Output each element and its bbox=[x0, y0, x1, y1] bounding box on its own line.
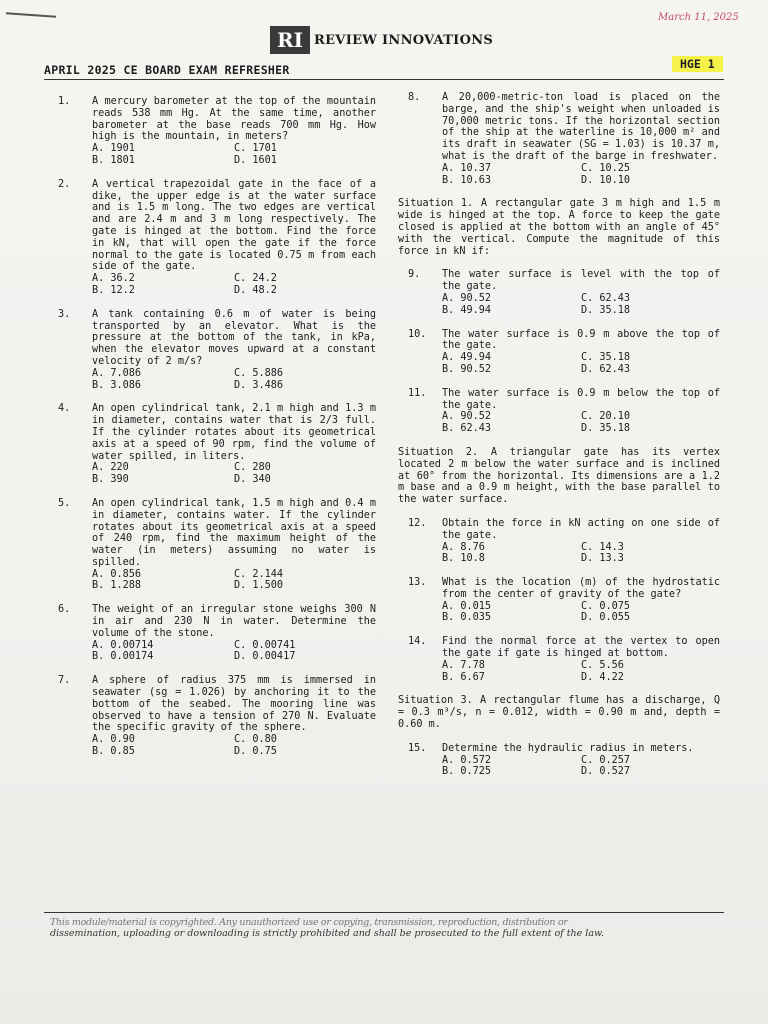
question-number: 5. bbox=[58, 497, 71, 509]
choice-b: B. 6.67 bbox=[442, 671, 485, 683]
question-9 bbox=[408, 269, 720, 316]
choice-d: D. 0.75 bbox=[234, 746, 277, 758]
question-number: 11. bbox=[408, 387, 427, 399]
question-7 bbox=[58, 675, 376, 758]
choice-b: B. 0.035 bbox=[442, 612, 492, 624]
choices bbox=[92, 462, 376, 486]
choice-d: D. 35.18 bbox=[581, 304, 631, 316]
question-stem: Find the normal force at the vertex to open the gate if gate is hinged at bottom. bbox=[442, 636, 720, 660]
question-number: 15. bbox=[408, 742, 427, 754]
choice-c: C. 10.25 bbox=[581, 162, 631, 174]
choices bbox=[442, 542, 720, 566]
choices bbox=[92, 640, 376, 664]
choices bbox=[442, 352, 720, 376]
choice-a: A. 7.78 bbox=[442, 659, 485, 671]
choice-d: D. 3.486 bbox=[234, 379, 284, 391]
header-divider bbox=[44, 79, 724, 80]
situation-3 bbox=[398, 695, 720, 730]
question-stem: Obtain the force in kN acting on one side of the gate. bbox=[442, 517, 720, 541]
choice-b: B. 1.288 bbox=[92, 580, 142, 592]
copyright-line-2: dissemination, uploading or downloading is strictly prohibited and shall be prosecuted to the full extent of the law. bbox=[50, 928, 605, 939]
question-stem: An open cylindrical tank, 2.1 m high and 1.3 m in diameter, contains water that is 2/3 full. If the cylinder rotates about its geometrical axis at a speed of 90 rpm, find the volume of water spilled, in liters. bbox=[92, 403, 376, 462]
choice-d: D. 62.43 bbox=[581, 363, 631, 375]
choice-c: C. 5.886 bbox=[234, 367, 284, 379]
situation-label: Situation 1. bbox=[398, 198, 474, 210]
choice-c: C. 0.80 bbox=[234, 734, 277, 746]
choice-c: C. 24.2 bbox=[234, 273, 277, 285]
choices bbox=[442, 163, 720, 187]
choice-b: B. 10.8 bbox=[442, 553, 485, 565]
handwritten-date: March 11, 2025 bbox=[658, 12, 739, 23]
situation-label: Situation 2. bbox=[398, 446, 479, 458]
question-13 bbox=[408, 577, 720, 624]
choice-a: A. 0.90 bbox=[92, 734, 135, 746]
question-stem: The water surface is 0.9 m below the top of the gate. bbox=[442, 387, 720, 411]
choices bbox=[92, 368, 376, 392]
choice-a: A. 220 bbox=[92, 462, 129, 474]
choice-b: B. 49.94 bbox=[442, 304, 492, 316]
question-1 bbox=[58, 96, 376, 167]
question-stem: An open cylindrical tank, 1.5 m high and 0.4 m in diameter, contains water. If the cylinder rotates about its geometrical axis at a speed of 240 rpm, find the maximum height of the water (in meters) assuming no water is spilled. bbox=[92, 497, 376, 568]
situation-text: A triangular gate has its vertex located 2 m below the water surface and is inclined at 60° from the horizontal. Its dimensions are a 1.2 m base and a 0.9 m height, with the base parallel to the water surface. bbox=[398, 446, 720, 506]
choice-c: C. 1701 bbox=[234, 143, 277, 155]
choice-a: A. 0.572 bbox=[442, 754, 492, 766]
choice-b: B. 0.00174 bbox=[92, 651, 154, 663]
question-stem: A mercury barometer at the top of the mountain reads 538 mm Hg. At the same time, another barometer at the base reads 700 mm Hg. How high is the mountain, in meters? bbox=[92, 96, 376, 143]
choice-b: B. 12.2 bbox=[92, 284, 135, 296]
question-number: 2. bbox=[58, 178, 71, 190]
choice-b: B. 10.63 bbox=[442, 174, 492, 186]
choice-b: B. 0.725 bbox=[442, 766, 492, 778]
choices bbox=[442, 293, 720, 317]
choices bbox=[92, 273, 376, 297]
question-number: 7. bbox=[58, 675, 71, 687]
question-stem: A tank containing 0.6 m of water is being transported by an elevator. What is the pressure at the bottom of the tank, in kPa, when the elevator moves upward at a constant velocity of 2 m/s? bbox=[92, 308, 376, 367]
question-2 bbox=[58, 179, 376, 297]
choices bbox=[442, 660, 720, 684]
choice-d: D. 10.10 bbox=[581, 174, 631, 186]
question-3 bbox=[58, 309, 376, 392]
logo bbox=[270, 26, 493, 54]
logo-text: REVIEW INNOVATIONS bbox=[314, 32, 494, 48]
question-stem: A vertical trapezoidal gate in the face of a dike, the upper edge is at the water surface and is 1.5 m long. The two edges are vertical and are 2.4 m and 3 m long respectively. The gate is hinged at the bottom. Find the force in kN, that will open the gate if the force normal to the gate is located 0.75 m from each side of the gate. bbox=[92, 178, 376, 273]
question-5 bbox=[58, 498, 376, 592]
choice-d: D. 0.00417 bbox=[234, 651, 296, 663]
question-15 bbox=[408, 743, 720, 778]
choice-c: C. 0.075 bbox=[581, 600, 631, 612]
choice-b: B. 1801 bbox=[92, 154, 135, 166]
choices bbox=[92, 734, 376, 758]
situation-2 bbox=[398, 447, 720, 506]
choice-a: A. 0.015 bbox=[442, 600, 492, 612]
choice-d: D. 340 bbox=[234, 474, 271, 486]
question-stem: The water surface is level with the top of the gate. bbox=[442, 269, 720, 293]
question-stem: The water surface is 0.9 m above the top of the gate. bbox=[442, 328, 720, 352]
choice-c: C. 280 bbox=[234, 462, 271, 474]
footer-divider bbox=[44, 912, 724, 913]
question-stem: The weight of an irregular stone weighs 300 N in air and 230 N in water. Determine the volume of the stone. bbox=[92, 604, 376, 639]
choice-d: D. 0.055 bbox=[581, 612, 631, 624]
choice-c: C. 62.43 bbox=[581, 292, 631, 304]
choice-a: A. 10.37 bbox=[442, 162, 492, 174]
question-8 bbox=[408, 92, 720, 186]
question-6 bbox=[58, 604, 376, 663]
page-title: APRIL 2025 CE BOARD EXAM REFRESHER bbox=[44, 63, 290, 77]
question-number: 13. bbox=[408, 577, 427, 589]
situation-text: A rectangular flume has a discharge, Q = 0.3 m³/s, n = 0.012, width = 0.90 m and, depth = 0.60 m. bbox=[398, 695, 720, 731]
choice-d: D. 48.2 bbox=[234, 284, 277, 296]
choice-b: B. 90.52 bbox=[442, 363, 492, 375]
logo-mark: RI bbox=[270, 26, 310, 54]
left-column bbox=[58, 96, 376, 770]
choices bbox=[442, 755, 720, 779]
choice-d: D. 0.527 bbox=[581, 766, 631, 778]
question-number: 8. bbox=[408, 92, 421, 103]
choice-a: A. 1901 bbox=[92, 143, 135, 155]
choice-c: C. 35.18 bbox=[581, 352, 631, 364]
choice-a: A. 8.76 bbox=[442, 541, 485, 553]
choice-a: A. 36.2 bbox=[92, 273, 135, 285]
choice-c: C. 2.144 bbox=[234, 568, 284, 580]
choice-d: D. 13.3 bbox=[581, 553, 624, 565]
choice-d: D. 1.500 bbox=[234, 580, 284, 592]
question-stem: A 20,000-metric-ton load is placed on the barge, and the ship's weight when unloaded is 70,000 metric tons. If the horizontal section of the ship at the waterline is 10,000 m² and its draft in seawater (SG = 1.03) is 10.37 m, what is the draft of the barge in freshwater. bbox=[442, 92, 720, 162]
choices bbox=[92, 143, 376, 167]
question-stem: Determine the hydraulic radius in meters. bbox=[442, 742, 694, 754]
choice-a: A. 49.94 bbox=[442, 352, 492, 364]
question-number: 1. bbox=[58, 96, 71, 107]
question-number: 10. bbox=[408, 328, 427, 340]
question-number: 3. bbox=[58, 308, 71, 320]
situation-1 bbox=[398, 198, 720, 257]
choice-c: C. 0.00741 bbox=[234, 639, 296, 651]
choices bbox=[442, 411, 720, 435]
choice-a: A. 0.856 bbox=[92, 568, 142, 580]
question-number: 9. bbox=[408, 269, 421, 281]
question-number: 4. bbox=[58, 403, 71, 415]
choices bbox=[92, 569, 376, 593]
question-12 bbox=[408, 518, 720, 565]
question-11 bbox=[408, 388, 720, 435]
choices bbox=[442, 601, 720, 625]
choice-a: A. 90.52 bbox=[442, 292, 492, 304]
copyright-notice bbox=[50, 917, 730, 939]
question-stem: What is the location (m) of the hydrostatic from the center of gravity of the gate? bbox=[442, 577, 720, 600]
choice-a: A. 90.52 bbox=[442, 411, 492, 423]
subject-badge: HGE 1 bbox=[672, 56, 723, 72]
question-number: 6. bbox=[58, 604, 71, 616]
question-stem: A sphere of radius 375 mm is immersed in seawater (sg = 1.026) by anchoring it to the bottom of the seabed. The mooring line was observed to have a tension of 270 N. Evaluate the specific gravity of the sphere. bbox=[92, 675, 376, 734]
choice-c: C. 14.3 bbox=[581, 541, 624, 553]
question-number: 14. bbox=[408, 636, 427, 648]
choice-b: B. 3.086 bbox=[92, 379, 142, 391]
corner-mark bbox=[6, 12, 56, 17]
situation-text: A rectangular gate 3 m high and 1.5 m wide is hinged at the top. A force to keep the gate closed is applied at the bottom with an angle of 45° with the vertical. Compute the magnitude of this force in kN if: bbox=[398, 198, 720, 257]
choice-d: D. 35.18 bbox=[581, 423, 631, 435]
question-10 bbox=[408, 329, 720, 376]
choice-d: D. 1601 bbox=[234, 154, 277, 166]
right-column bbox=[398, 92, 720, 790]
question-number: 12. bbox=[408, 517, 427, 529]
choice-b: B. 62.43 bbox=[442, 423, 492, 435]
situation-label: Situation 3. bbox=[398, 695, 473, 707]
choice-b: B. 0.85 bbox=[92, 746, 135, 758]
choice-a: A. 0.00714 bbox=[92, 639, 154, 651]
question-14 bbox=[408, 636, 720, 683]
choice-c: C. 20.10 bbox=[581, 411, 631, 423]
copyright-line-1: This module/material is copyrighted. Any unauthorized use or copying, transmission, reproduction, distribution or bbox=[50, 917, 568, 928]
choice-a: A. 7.086 bbox=[92, 367, 142, 379]
choice-c: C. 5.56 bbox=[581, 659, 624, 671]
question-4 bbox=[58, 403, 376, 486]
choice-d: D. 4.22 bbox=[581, 671, 624, 683]
choice-c: C. 0.257 bbox=[581, 754, 631, 766]
choice-b: B. 390 bbox=[92, 474, 129, 486]
